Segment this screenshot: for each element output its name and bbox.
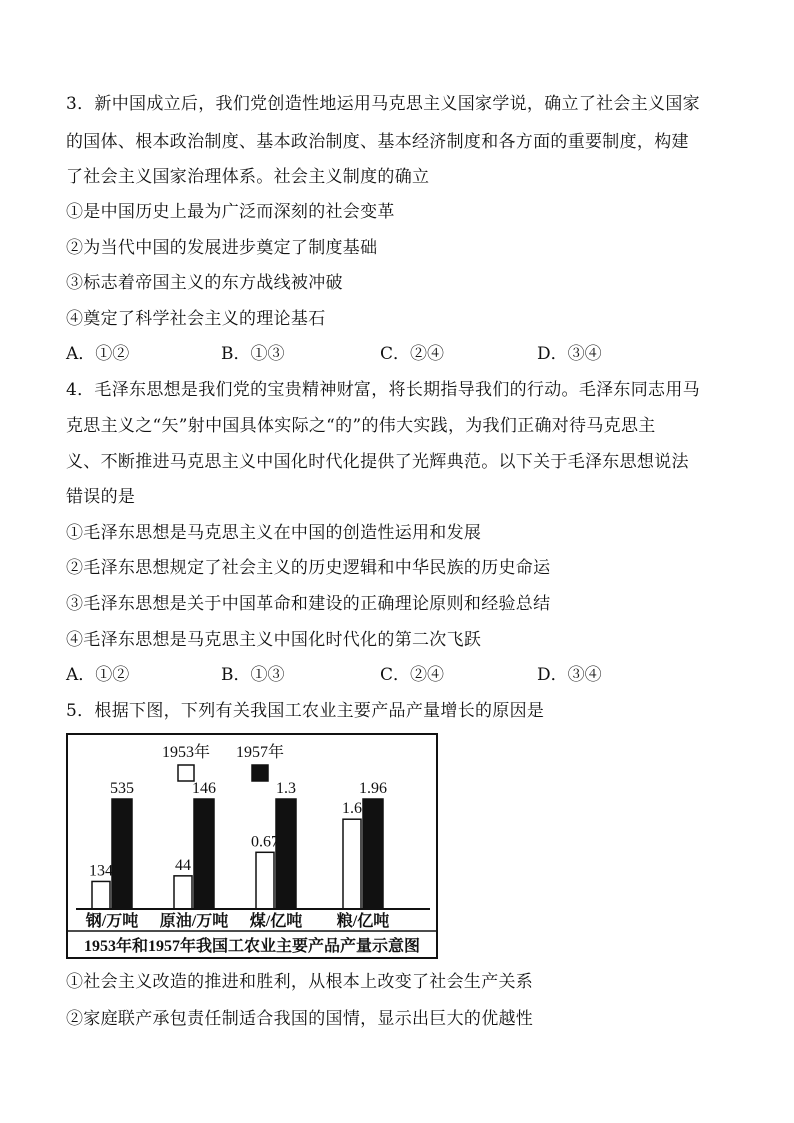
- legend-swatch-1957: [252, 765, 268, 781]
- q5-stem: 5．根据下图，下列有关我国工农业主要产品产量增长的原因是: [66, 701, 545, 721]
- value-label-1957-1: 146: [192, 780, 216, 797]
- q3-stem-line-2: 的国体、根本政治制度、基本政治制度、基本经济制度和各方面的重要制度，构建: [66, 132, 689, 152]
- q4-item-4: ④毛泽东思想是马克思主义中国化时代化的第二次飞跃: [66, 630, 482, 650]
- q4-option-d[interactable]: D．③④: [537, 665, 602, 685]
- q3-option-d[interactable]: D．③④: [537, 344, 602, 364]
- value-label-1957-3: 1.96: [359, 780, 387, 797]
- bar-1957-2: [276, 799, 296, 909]
- bar-1953-1: [174, 876, 192, 909]
- category-label-1: 原油/万吨: [159, 913, 229, 930]
- q3-option-a[interactable]: A．①②: [66, 344, 130, 364]
- bar-1953-2: [256, 852, 274, 909]
- q3-stem-line-1: 3．新中国成立后，我们党创造性地运用马克思主义国家学说，确立了社会主义国家: [66, 94, 700, 114]
- q4-item-2: ②毛泽东思想规定了社会主义的历史逻辑和中华民族的历史命运: [66, 558, 551, 578]
- bar-1953-3: [343, 819, 361, 909]
- category-label-2: 煤/亿吨: [249, 913, 303, 930]
- value-label-1953-3: 1.6: [342, 800, 362, 818]
- q4-stem-line-2: 克思主义之“矢”射中国具体实际之“的”的伟大实践，为我们正确对待马克思主: [66, 416, 656, 436]
- q4-option-c[interactable]: C．②④: [380, 665, 445, 685]
- q3-option-c[interactable]: C．②④: [380, 344, 445, 364]
- chart-category-labels: [85, 911, 389, 930]
- q4-item-3: ③毛泽东思想是关于中国革命和建设的正确理论原则和经验总结: [66, 594, 551, 614]
- chart-bars: [92, 799, 383, 909]
- q4-stem-line-4: 错误的是: [66, 487, 136, 507]
- bar-1957-1: [194, 799, 214, 909]
- q4-options: [66, 663, 746, 687]
- value-label-1957-0: 535: [110, 780, 134, 797]
- value-label-1953-0: 134: [89, 862, 113, 880]
- legend-label-1957: 1957年: [235, 744, 285, 761]
- bar-1953-0: [92, 881, 110, 909]
- value-label-1953-2: 0.67: [251, 833, 279, 851]
- q3-stem-line-3: 了社会主义国家治理体系。社会主义制度的确立: [66, 167, 430, 187]
- q4-option-a[interactable]: A．①②: [66, 665, 130, 685]
- bar-1957-3: [363, 799, 383, 909]
- q5-item-1: ①社会主义改造的推进和胜利，从根本上改变了社会生产关系: [66, 972, 534, 992]
- q4-stem-line-3: 义、不断推进马克思主义中国化时代化提供了光辉典范。以下关于毛泽东思想说法: [66, 452, 689, 472]
- q3-item-2: ②为当代中国的发展进步奠定了制度基础: [66, 238, 378, 258]
- q3-item-3: ③标志着帝国主义的东方战线被冲破: [66, 273, 343, 293]
- chart-legend: [162, 742, 284, 781]
- production-chart: [66, 733, 438, 959]
- value-label-1953-1: 44: [175, 856, 191, 874]
- chart-title: 1953年和1957年我国工农业主要产品产量示意图: [83, 938, 421, 955]
- legend-label-1953: 1953年: [161, 744, 211, 761]
- chart-svg: [68, 735, 436, 957]
- q4-stem-line-1: 4．毛泽东思想是我们党的宝贵精神财富，将长期指导我们的行动。毛泽东同志用马: [66, 380, 700, 400]
- category-label-3: 粮/亿吨: [336, 913, 390, 930]
- q3-options: [66, 342, 746, 366]
- legend-swatch-1953: [178, 765, 194, 781]
- q3-item-4: ④奠定了科学社会主义的理论基石: [66, 309, 326, 329]
- q4-option-b[interactable]: B．①③: [221, 665, 285, 685]
- q4-item-1: ①毛泽东思想是马克思主义在中国的创造性运用和发展: [66, 523, 482, 543]
- value-label-1957-2: 1.3: [276, 780, 296, 797]
- bar-1957-0: [112, 799, 132, 909]
- category-label-0: 钢/万吨: [85, 913, 139, 930]
- q3-item-1: ①是中国历史上最为广泛而深刻的社会变革: [66, 202, 395, 222]
- q5-item-2: ②家庭联产承包责任制适合我国的国情，显示出巨大的优越性: [66, 1009, 534, 1029]
- q3-option-b[interactable]: B．①③: [221, 344, 285, 364]
